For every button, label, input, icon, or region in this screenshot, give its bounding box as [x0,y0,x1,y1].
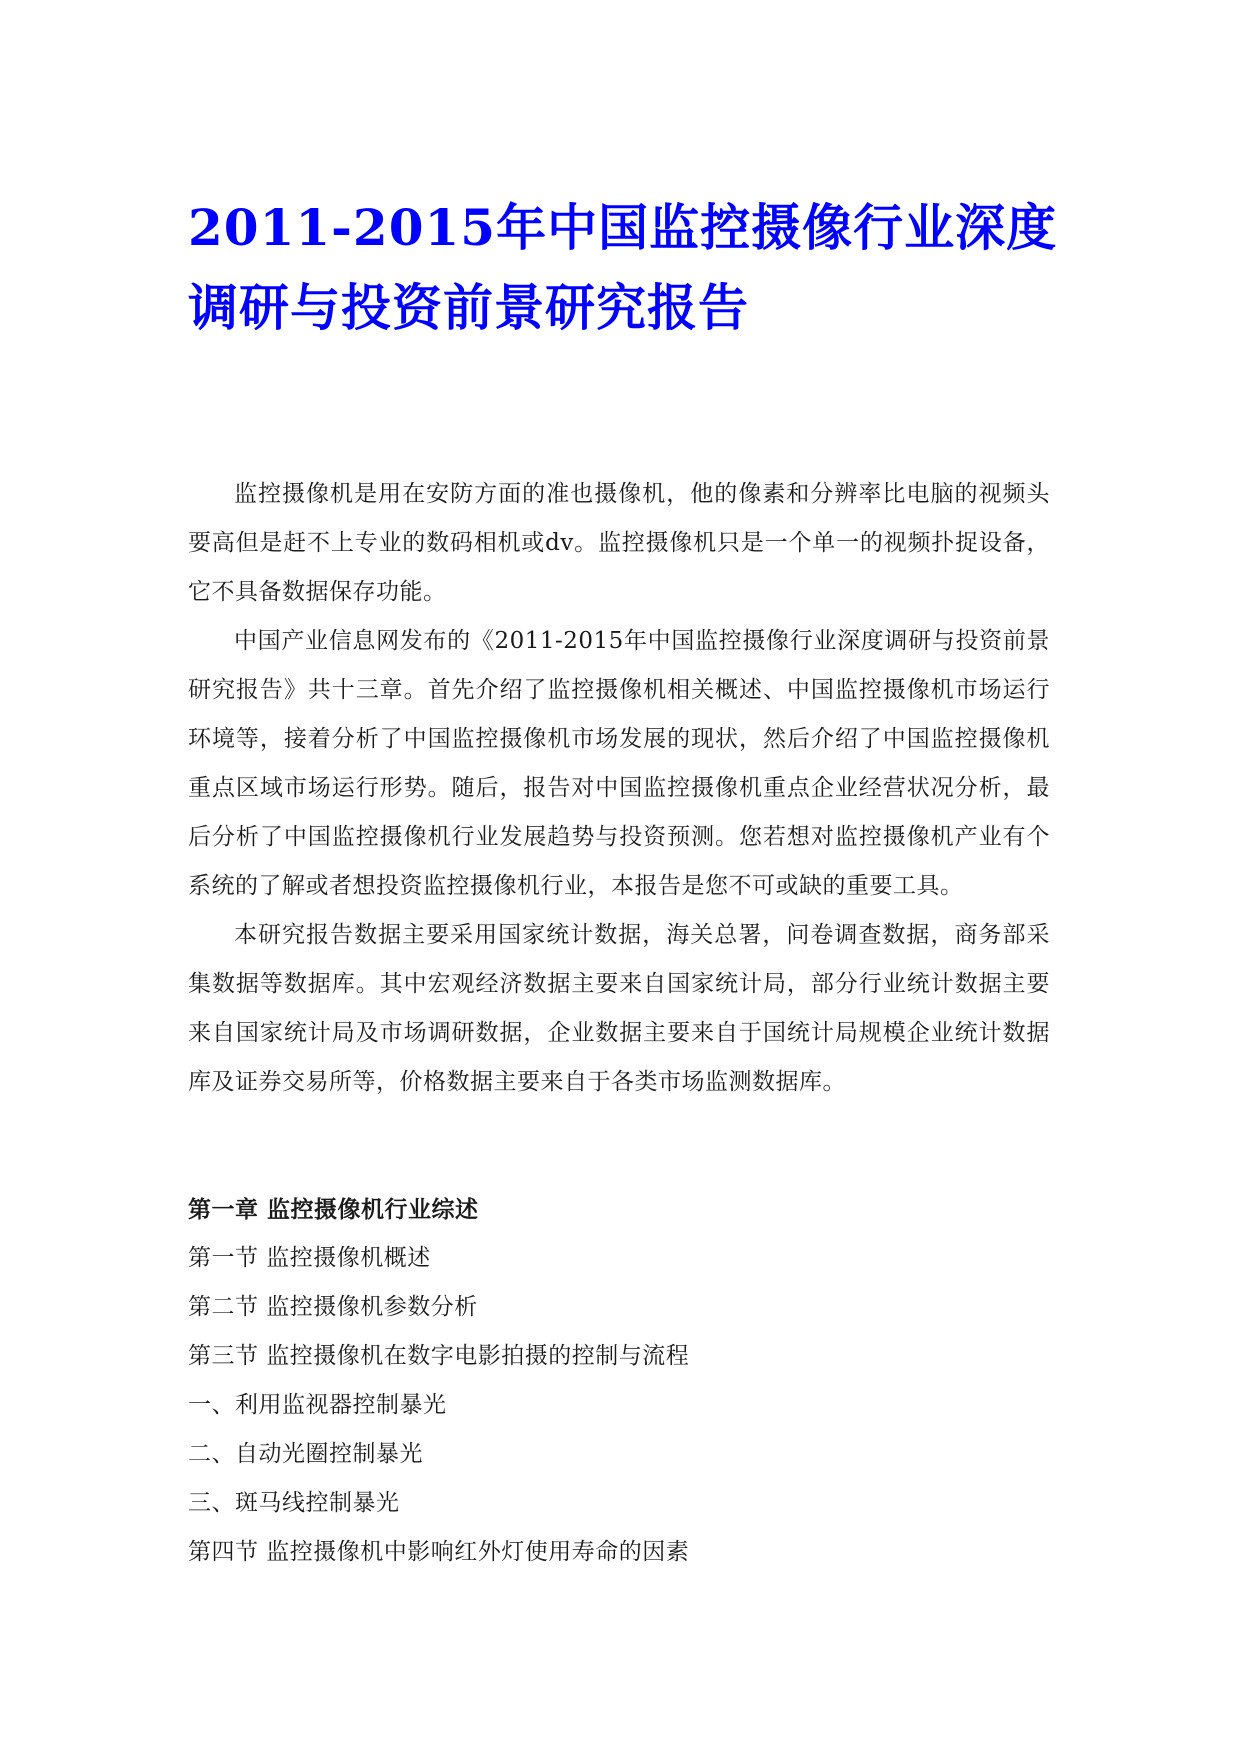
toc-section-4: 第四节 监控摄像机中影响红外灯使用寿命的因素 [188,1539,690,1565]
toc-item-2: 二、自动光圈控制暴光 [188,1441,423,1467]
toc-section-3: 第三节 监控摄像机在数字电影拍摄的控制与流程 [188,1343,690,1369]
toc-section-2: 第二节 监控摄像机参数分析 [188,1294,478,1320]
toc-item-3: 三、斑马线控制暴光 [188,1490,400,1516]
toc-item-1: 一、利用监视器控制暴光 [188,1392,447,1418]
paragraph-data-sources: 本研究报告数据主要采用国家统计数据，海关总署，问卷调查数据，商务部采集数据等数据库。其中宏观经济数据主要来自国家统计局，部分行业统计数据主要来自国家统计局及市场调研数据，企业数据主要来自于国统计局规模企业统计数据库及证券交易所等，价格数据主要来自于各类市场监测数据库。 [188,922,1050,1095]
toc-section-1: 第一节 监控摄像机概述 [188,1245,431,1271]
paragraph-overview: 中国产业信息网发布的《2011-2015年中国监控摄像行业深度调研与投资前景研究报告》共十三章。首先介绍了监控摄像机相关概述、中国监控摄像机市场运行环境等，接着分析了中国监控摄像机市场发展的现状，然后介绍了中国监控摄像机重点区域市场运行形势。随后，报告对中国监控摄像机重点企业经营状况分析，最后分析了中国监控摄像机行业发展趋势与投资预测。您若想对监控摄像机产业有个系统的了解或者想投资监控摄像机行业，本报告是您不可或缺的重要工具。 [188,628,1050,899]
paragraph-definition: 监控摄像机是用在安防方面的准也摄像机，他的像素和分辨率比电脑的视频头要高但是赶不上专业的数码相机或dv。监控摄像机只是一个单一的视频扑捉设备，它不具备数据保存功能。 [188,481,1050,605]
toc-chapter-1: 第一章 监控摄像机行业综述 [188,1196,479,1223]
report-title: 2011-2015年中国监控摄像行业深度调研与投资前景研究报告 [188,198,1058,337]
table-of-contents [188,1185,1050,1577]
intro-section [188,470,1050,1107]
